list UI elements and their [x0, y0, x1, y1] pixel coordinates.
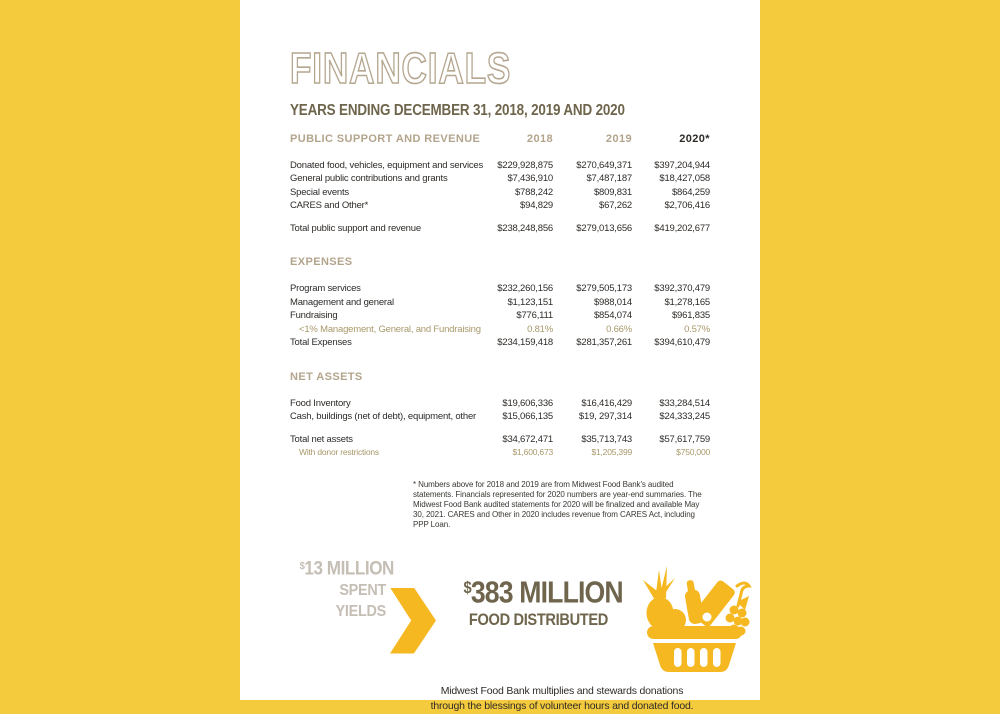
caption: Midwest Food Bank multiplies and stewards donations through the blessings of volunteer hours and donated food. — [430, 684, 694, 712]
table-row-total: Total Expenses $234,159,418 $281,357,261 $394,610,479 — [290, 337, 710, 348]
table-row: Donated food, vehicles, equipment and services $229,928,875 $270,649,371 $397,204,944 — [290, 159, 710, 171]
table-row-accent: <1% Management, General, and Fundraising 0.81% 0.66% 0.57% — [299, 323, 710, 335]
food-basket-icon — [633, 556, 757, 674]
table-row: General public contributions and grants $7,436,910 $7,487,187 $18,427,058 — [290, 173, 710, 184]
table-row: Special events $788,242 $809,831 $864,259 — [290, 186, 710, 198]
section-header-public-support: PUBLIC SUPPORT AND REVENUE — [290, 133, 481, 145]
table-row: CARES and Other* $94,829 $67,262 $2,706,416 — [290, 200, 710, 211]
table-row-total: Total public support and revenue $238,248,856 $279,013,656 $419,202,677 — [290, 222, 710, 234]
table-row: Fundraising $776,111 $854,074 $961,835 — [290, 310, 710, 321]
section-header-expenses: EXPENSES — [290, 256, 353, 268]
table-row-total: Total net assets $34,672,471 $35,713,743 $57,617,759 — [290, 433, 710, 445]
financial-table — [290, 133, 710, 460]
spent-text: $13 MILLION SPENT YIELDS — [299, 558, 394, 621]
table-row: Management and general $1,123,151 $988,014 $1,278,165 — [290, 296, 710, 308]
document-page — [240, 0, 760, 712]
table-row: Program services $232,260,156 $279,505,173 $392,370,479 — [290, 283, 710, 294]
col-header-2020: 2020* — [679, 133, 710, 145]
col-header-2019: 2019 — [605, 133, 632, 145]
right-chevron-arrow-icon — [390, 588, 436, 654]
col-header-2018: 2018 — [526, 133, 553, 145]
distributed-text: $383 MILLION FOOD DISTRIBUTED — [463, 573, 623, 629]
table-row-accent: With donor restrictions $1,600,673 $1,205,399 $750,000 — [299, 447, 710, 457]
currency-sign: $ — [463, 577, 471, 597]
page-subtitle: YEARS ENDING DECEMBER 31, 2018, 2019 AND 2020 — [290, 102, 625, 119]
footnote: * Numbers above for 2018 and 2019 are from Midwest Food Bank's audited statements. Financials represented for 2020 numbers are year-end summaries. The Midwest Food Bank audited statements for 2020 will be finalized and available May 30, 2021. CARES and Other in 2020 includes revenue from CARES Act, including PPP Loan. — [413, 479, 702, 529]
table-row: Food Inventory $19,606,336 $16,416,429 $33,284,514 — [290, 397, 710, 409]
section-header-net-assets: NET ASSETS — [290, 370, 363, 383]
table-header-row — [290, 133, 710, 147]
currency-sign: $ — [299, 560, 305, 572]
page-title: FINANCIALS — [290, 44, 512, 93]
table-row: Cash, buildings (net of debt), equipment, other $15,066,135 $19, 297,314 $24,333,245 — [290, 411, 710, 422]
infographic — [290, 556, 710, 674]
